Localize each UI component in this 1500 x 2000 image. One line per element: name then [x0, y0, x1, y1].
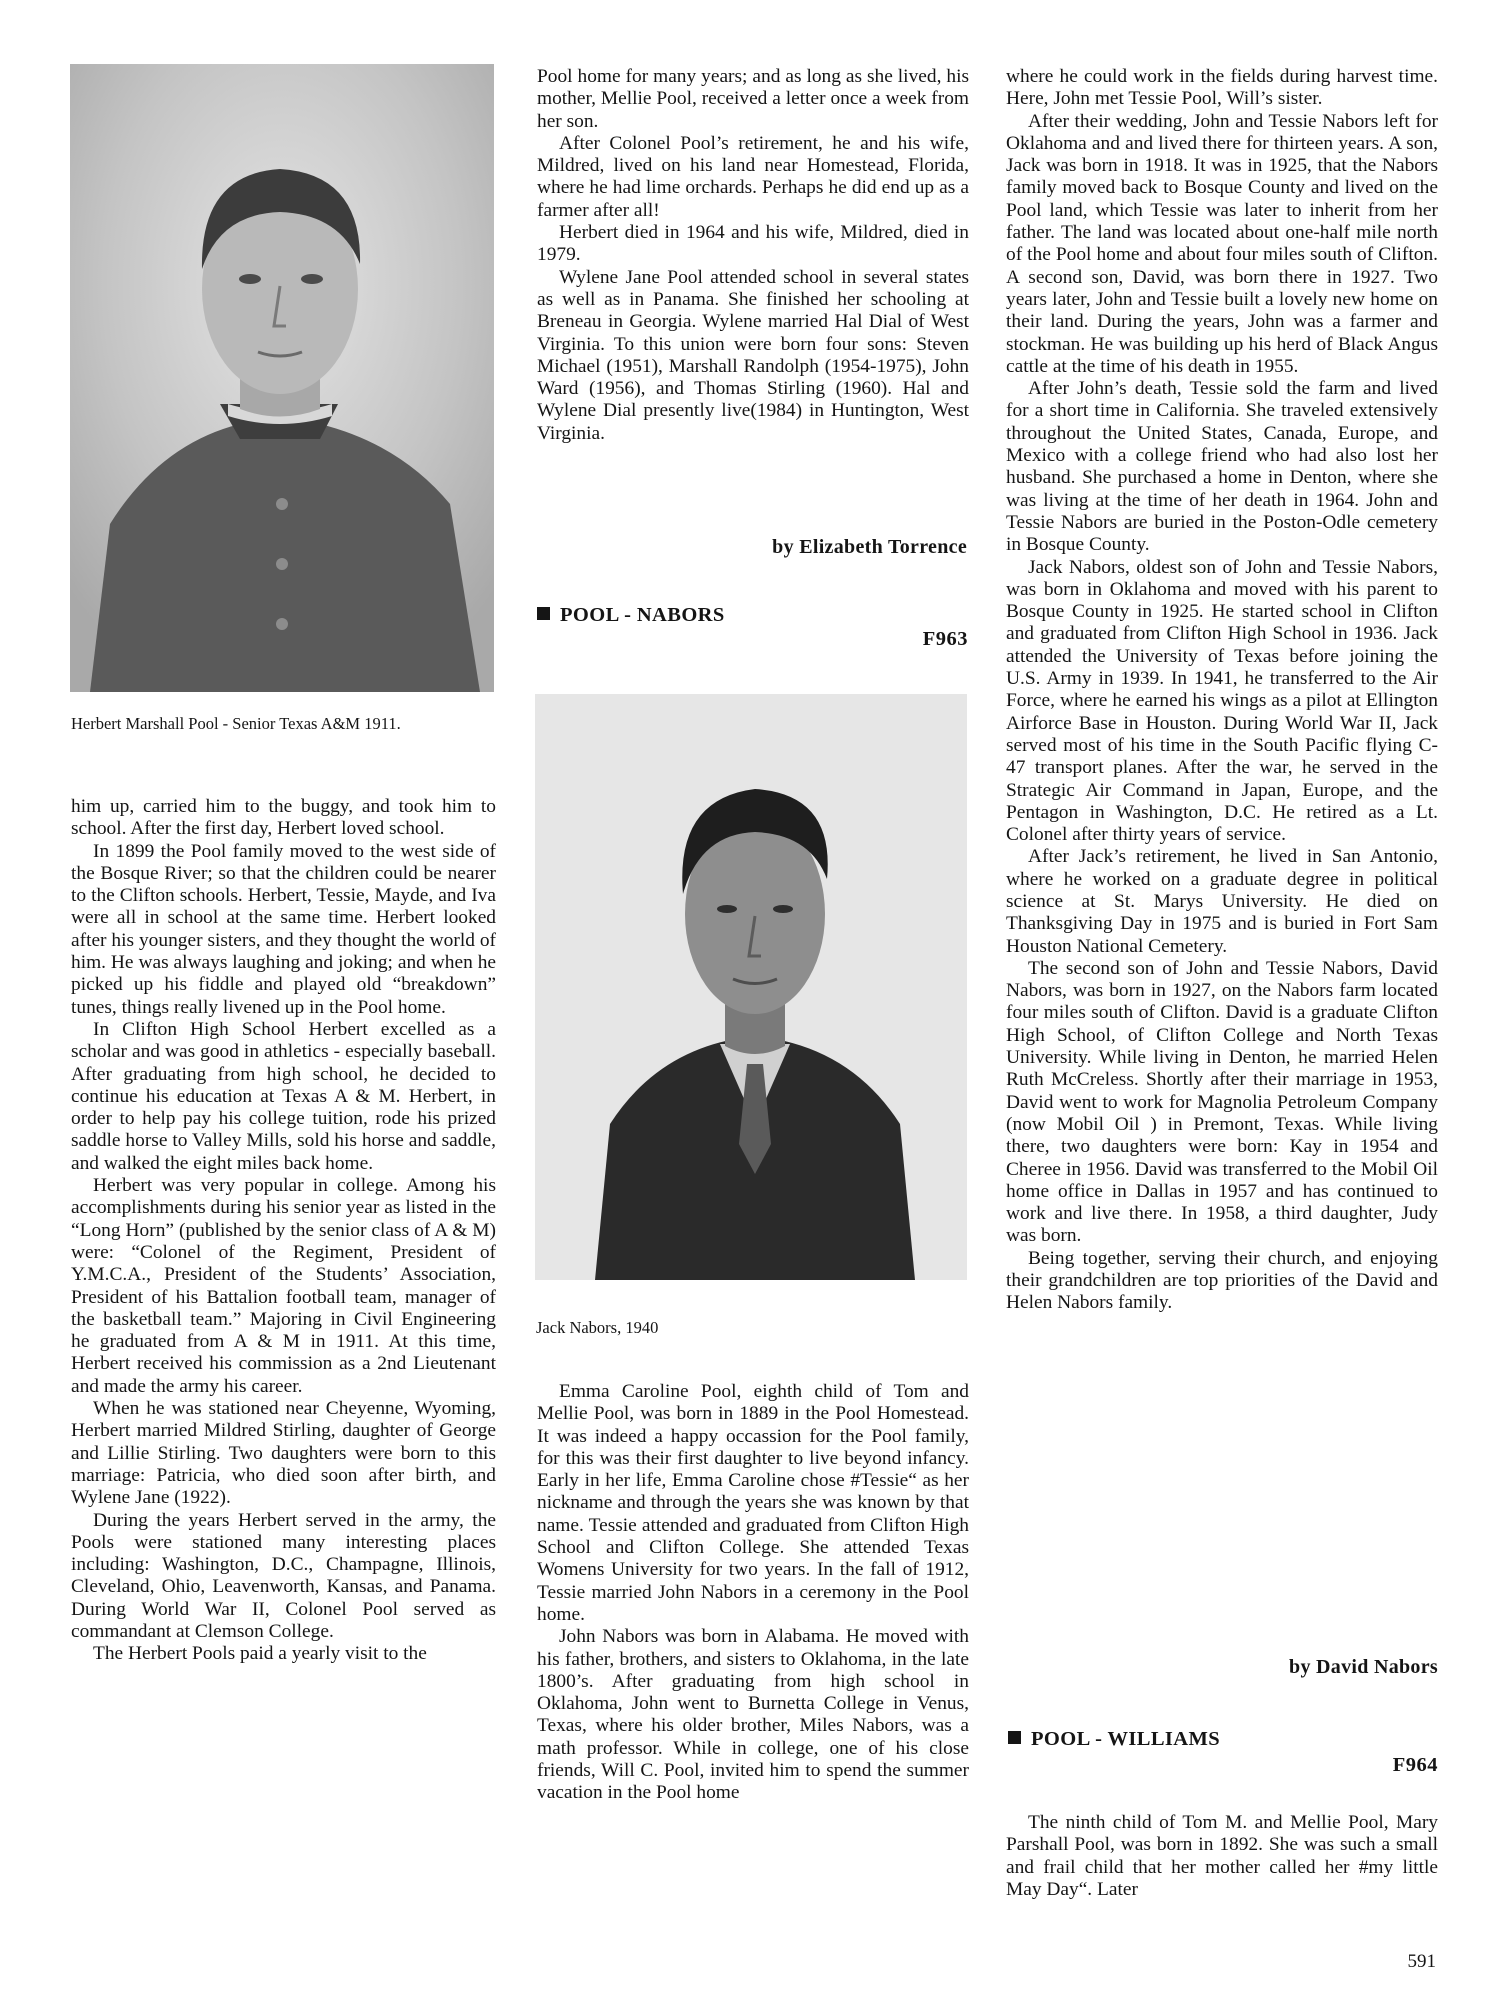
col3-paragraph-5: After Jack’s retirement, he lived in San Antonio, where he worked on a graduate degree in political science at St. Marys University. He died on Thanksgiving Day in 1975 and is buried in Fort Sam Houston National Cemetery. [1006, 846, 1438, 957]
page-number: 591 [1407, 1951, 1436, 1972]
herbert-portrait-drawing [70, 64, 494, 692]
col1-paragraph-1: him up, carried him to the buggy, and took him to school. After the first day, Herbert loved school. [71, 796, 496, 840]
col3-paragraph-8: The ninth child of Tom M. and Mellie Pool, Mary Parshall Pool, was born in 1892. She was such a small and frail child that her mother called her #my little May Day“. Later [1006, 1812, 1438, 1900]
herbert-pool-photo [70, 64, 494, 692]
col3-paragraph-7: Being together, serving their church, and enjoying their grandchildren are top priorities of the David and Helen Nabors family. [1006, 1247, 1438, 1314]
section-code-f963: F963 [922, 628, 968, 650]
col1-paragraph-2: In 1899 the Pool family moved to the west side of the Bosque River; so that the children could be nearer to the Clifton schools. Herbert, Tessie, Mayde, and Iva were all in school at the same time. Herbert looked after his younger sisters, and they thought the world of him. He was always laughing and joking; and when he picked up his fiddle and played old “breakdown” tunes, things really livened up in the Pool home. [71, 840, 496, 1018]
section-square-icon [537, 607, 550, 620]
col2-paragraph-2: After Colonel Pool’s retirement, he and his wife, Mildred, lived on his land near Homestead, Florida, where he had lime orchards. Perhaps he did end up as a farmer after all! [537, 132, 969, 221]
column-2-lower [537, 1381, 969, 1805]
jack-portrait-drawing [535, 694, 967, 1280]
herbert-photo-caption: Herbert Marshall Pool - Senior Texas A&M 1911. [71, 714, 401, 733]
col2-paragraph-3: Herbert died in 1964 and his wife, Mildred, died in 1979. [537, 222, 969, 266]
column-3 [1006, 66, 1438, 1315]
col3-paragraph-2: After their wedding, John and Tessie Nabors left for Oklahoma and and lived there for thirteen years. A son, Jack was born in 1918. It was in 1925, that the Nabors family moved back to Bosque County and lived on the Pool land, which Tessie was later to inherit from her father. The land was located about one-half mile north of the Pool home and about four miles south of Clifton. A second son, David, was born there in 1927. Two years later, John and Tessie built a lovely new home on their land. During the years, John was a farmer and stockman. He was building up his herd of Black Angus cattle at the time of his death in 1955. [1006, 110, 1438, 377]
col3-paragraph-1: where he could work in the fields during harvest time. Here, John met Tessie Pool, Will’s sister. [1006, 66, 1438, 110]
jack-photo-caption: Jack Nabors, 1940 [536, 1318, 659, 1337]
col1-paragraph-5: When he was stationed near Cheyenne, Wyoming, Herbert married Mildred Stirling, daughter of George and Lillie Stirling. Two daughters were born to this marriage: Patricia, who died soon after birth, and Wylene Jane (1922). [71, 1398, 496, 1509]
section-title: POOL - WILLIAMS [1031, 1728, 1221, 1750]
col2-paragraph-5: Emma Caroline Pool, eighth child of Tom and Mellie Pool, was born in 1889 in the Pool Homestead. It was indeed a happy occassion for the Pool family, for this was their first daughter to live beyond infancy. Early in her life, Emma Caroline chose #Tessie“ as her nickname and through the years she was known by that name. Tessie attended and graduated from Clifton High School and Clifton College. She attended Texas Womens University for two years. In the fall of 1912, Tessie married John Nabors in a ceremony in the Pool home. [537, 1381, 969, 1625]
section-code-f964: F964 [1392, 1754, 1438, 1776]
column-2 [537, 66, 969, 445]
jack-nabors-photo [535, 694, 967, 1280]
column-1 [71, 796, 496, 1666]
col1-paragraph-3: In Clifton High School Herbert excelled as a scholar and was good in athletics - especially baseball. After graduating from high school, he decided to continue his education at Texas A & M. Herbert, in order to help pay his college tuition, rode his prized saddle horse to Valley Mills, sold his horse and saddle, and walked the eight miles back home. [71, 1018, 496, 1174]
section-heading-pool-williams [1008, 1728, 1220, 1751]
section-square-icon [1008, 1731, 1021, 1744]
column-3-lower [1006, 1812, 1438, 1901]
byline-elizabeth-torrence: by Elizabeth Torrence [772, 536, 967, 558]
byline-david-nabors: by David Nabors [1289, 1656, 1438, 1678]
col3-paragraph-3: After John’s death, Tessie sold the farm and lived for a short time in California. She traveled extensively throughout the United States, Canada, Europe, and Mexico with a college friend who had also lost her husband. She purchased a home in Denton, where she was living at the time of her death in 1964. John and Tessie Nabors are buried in the Poston-Odle cemetery in Bosque County. [1006, 378, 1438, 556]
col2-paragraph-1: Pool home for many years; and as long as she lived, his mother, Mellie Pool, received a letter once a week from her son. [537, 66, 969, 132]
col1-paragraph-4: Herbert was very popular in college. Among his accomplishments during his senior year as listed in the “Long Horn” (published by the senior class of A & M) were: “Colonel of the Regiment, President of Y.M.C.A., President of the Students’ Association, President of his Battalion football team, manager of the basketball team.” Majoring in Civil Engineering he graduated from A & M in 1911. At this time, Herbert received his commission as a 2nd Lieutenant and made the army his career. [71, 1175, 496, 1397]
col2-paragraph-6: John Nabors was born in Alabama. He moved with his father, brothers, and sisters to Oklahoma, in the late 1800’s. After graduating from high school in Oklahoma, John went to Burnetta College in Venus, Texas, where his older brother, Miles Nabors, was a math professor. While in college, one of his close friends, Will C. Pool, invited him to spend the summer vacation in the Pool home [537, 1626, 969, 1804]
col1-paragraph-6: During the years Herbert served in the army, the Pools were stationed many interesting places including: Washington, D.C., Champagne, Illinois, Cleveland, Ohio, Leavenworth, Kansas, and Panama. During World War II, Colonel Pool served as commandant at Clemson College. [71, 1509, 496, 1642]
section-heading-pool-nabors [537, 604, 725, 627]
col3-paragraph-4: Jack Nabors, oldest son of John and Tessie Nabors, was born in Oklahoma and moved with his parent to Bosque County in 1925. He started school in Clifton and graduated from Clifton High School in 1936. Jack attended the University of Texas before joining the U.S. Army in 1939. In 1941, he transferred to the Air Force, where he earned his wings as a pilot at Ellington Airforce Base in Houston. During World War II, Jack served most of his time in the South Pacific flying C-47 transport planes. After the war, he served in the Strategic Air Command in Japan, Europe, and the Pentagon in Washington, D.C. He retired as a Lt. Colonel after thirty years of service. [1006, 556, 1438, 846]
col3-paragraph-6: The second son of John and Tessie Nabors, David Nabors, was born in 1927, on the Nabors farm located four miles south of Clifton. David is a graduate Clifton High School, of Clifton College and North Texas University. While living in Denton, he married Helen Ruth McCreless. Shortly after their marriage in 1953, David went to work for Magnolia Petroleum Company (now Mobil Oil ) in Premont, Texas. While living there, two daughters were born: Kay in 1954 and Cheree in 1956. David was transferred to the Mobil Oil home office in Dallas in 1957 and has continued to work and live there. In 1958, a third daughter, Judy was born. [1006, 957, 1438, 1247]
col2-paragraph-4: Wylene Jane Pool attended school in several states as well as in Panama. She finished her schooling at Breneau in Georgia. Wylene married Hal Dial of West Virginia. To this union were born four sons: Steven Michael (1951), Marshall Randolph (1954-1975), John Ward (1956), and Thomas Stirling (1960). Hal and Wylene Dial presently live(1984) in Huntington, West Virginia. [537, 266, 969, 444]
section-title: POOL - NABORS [560, 604, 725, 626]
col1-paragraph-7: The Herbert Pools paid a yearly visit to the [93, 1643, 427, 1665]
